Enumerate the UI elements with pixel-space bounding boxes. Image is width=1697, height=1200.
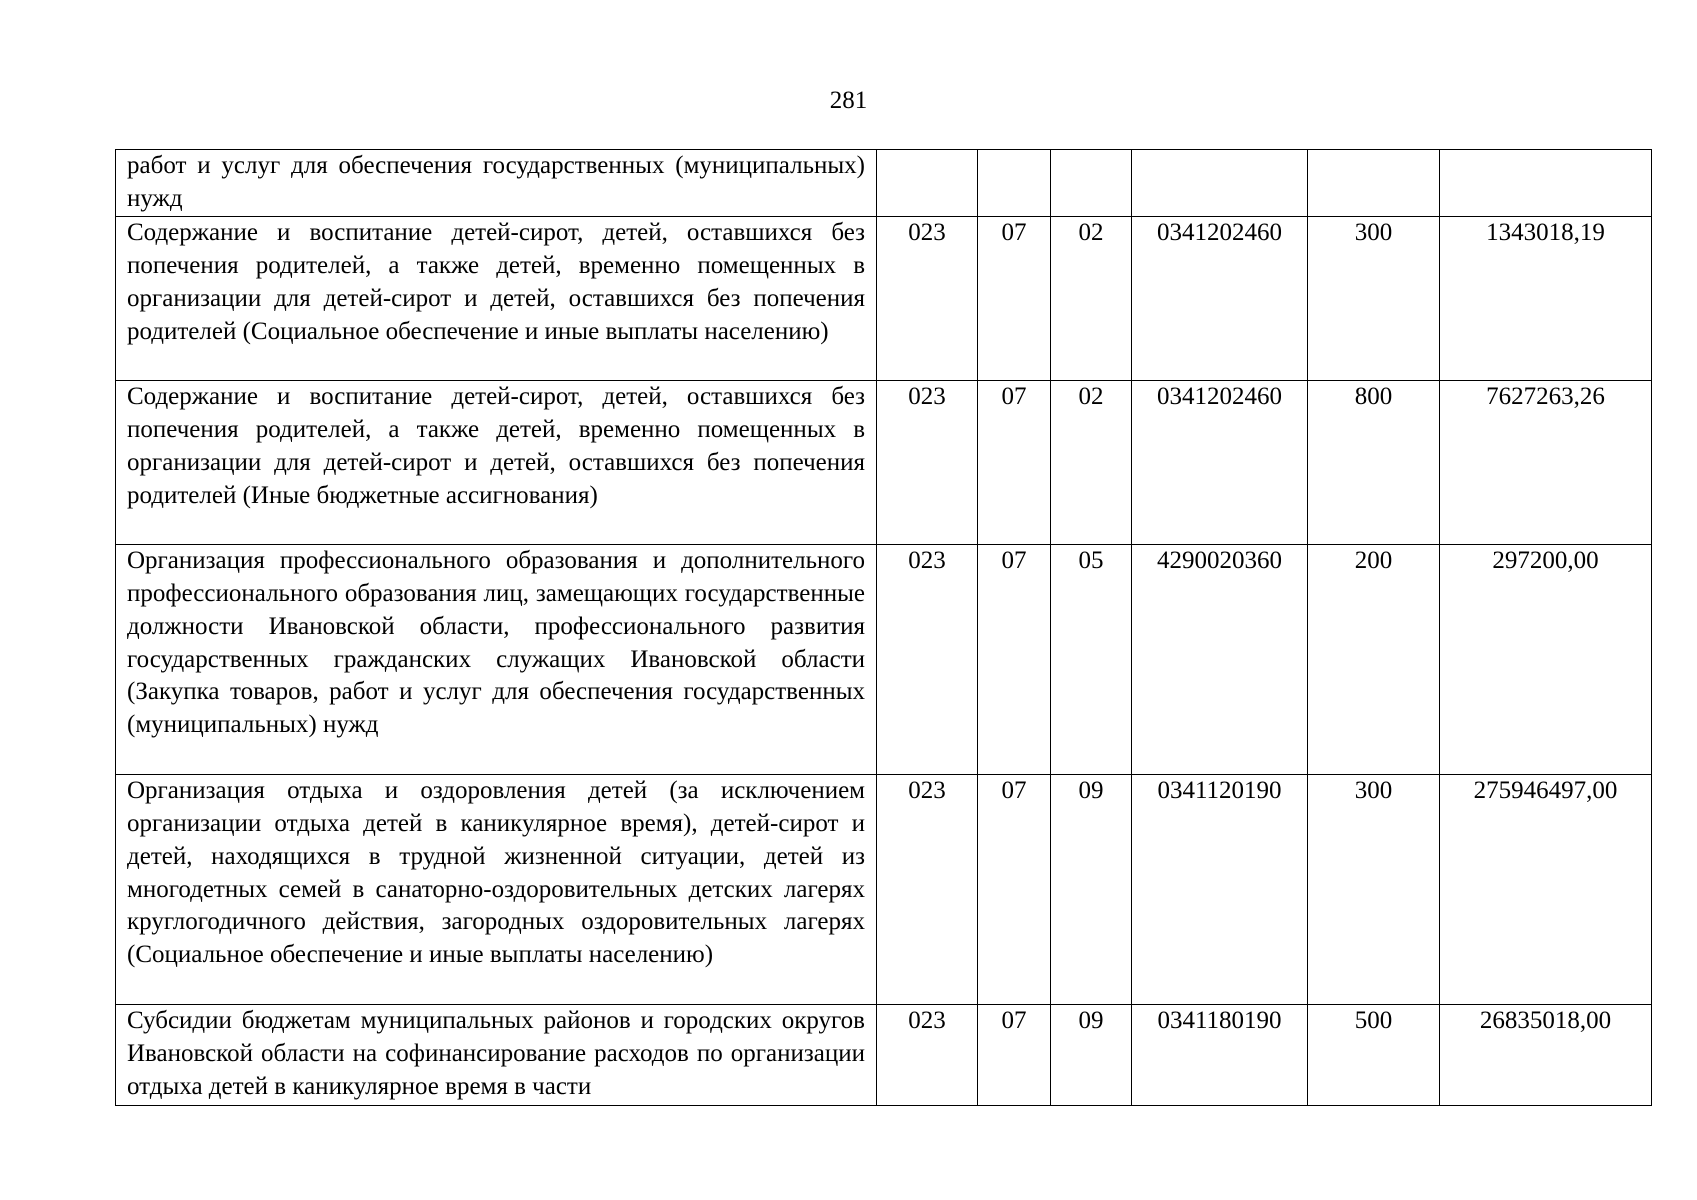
- budget-table: [115, 149, 1652, 1106]
- subsection-code-cell: 05: [1051, 545, 1132, 775]
- ministry-code-cell: 023: [877, 217, 978, 381]
- description-cell: Организация профессионального образования и дополнительного профессионального образования лиц, замещающих государственные должности Ивановской области, профессионального развития государственных гражданских служащих Ивановской области (Закупка товаров, работ и услуг для обеспечения государственных (муниципальных) нужд: [116, 545, 877, 775]
- target-article-cell: 4290020360: [1132, 545, 1308, 775]
- table-row: [116, 1005, 1652, 1105]
- table-row: [116, 217, 1652, 381]
- expense-type-cell: 500: [1308, 1005, 1440, 1105]
- amount-cell: 297200,00: [1440, 545, 1652, 775]
- amount-cell: 7627263,26: [1440, 381, 1652, 545]
- subsection-code-cell: 02: [1051, 381, 1132, 545]
- target-article-cell: 0341120190: [1132, 775, 1308, 1005]
- section-code-cell: 07: [978, 1005, 1051, 1105]
- ministry-code-cell: 023: [877, 545, 978, 775]
- ministry-code-cell: 023: [877, 1005, 978, 1105]
- target-article-cell: [1132, 150, 1308, 217]
- subsection-code-cell: 09: [1051, 1005, 1132, 1105]
- table-row: [116, 381, 1652, 545]
- amount-cell: 275946497,00: [1440, 775, 1652, 1005]
- ministry-code-cell: [877, 150, 978, 217]
- subsection-code-cell: 02: [1051, 217, 1132, 381]
- target-article-cell: 0341180190: [1132, 1005, 1308, 1105]
- section-code-cell: 07: [978, 545, 1051, 775]
- description-cell: работ и услуг для обеспечения государственных (муниципальных) нужд: [116, 150, 877, 217]
- amount-cell: [1440, 150, 1652, 217]
- target-article-cell: 0341202460: [1132, 381, 1308, 545]
- expense-type-cell: 800: [1308, 381, 1440, 545]
- expense-type-cell: 200: [1308, 545, 1440, 775]
- description-cell: Организация отдыха и оздоровления детей (за исключением организации отдыха детей в каникулярное время), детей-сирот и детей, находящихся в трудной жизненной ситуации, детей из многодетных семей в санаторно-оздоровительных детских лагерях круглогодичного действия, загородных оздоровительных лагерях (Социальное обеспечение и иные выплаты населению): [116, 775, 877, 1005]
- target-article-cell: 0341202460: [1132, 217, 1308, 381]
- section-code-cell: 07: [978, 775, 1051, 1005]
- page-number: 281: [829, 87, 868, 114]
- subsection-code-cell: 09: [1051, 775, 1132, 1005]
- section-code-cell: 07: [978, 381, 1051, 545]
- table-row: [116, 545, 1652, 775]
- ministry-code-cell: 023: [877, 775, 978, 1005]
- expense-type-cell: [1308, 150, 1440, 217]
- table-row: [116, 150, 1652, 217]
- description-cell: Содержание и воспитание детей-сирот, детей, оставшихся без попечения родителей, а также детей, временно помещенных в организации для детей-сирот и детей, оставшихся без попечения родителей (Иные бюджетные ассигнования): [116, 381, 877, 545]
- amount-cell: 26835018,00: [1440, 1005, 1652, 1105]
- amount-cell: 1343018,19: [1440, 217, 1652, 381]
- description-cell: Содержание и воспитание детей-сирот, детей, оставшихся без попечения родителей, а также детей, временно помещенных в организации для детей-сирот и детей, оставшихся без попечения родителей (Социальное обеспечение и иные выплаты населению): [116, 217, 877, 381]
- description-cell: Субсидии бюджетам муниципальных районов и городских округов Ивановской области на софинансирование расходов по организации отдыха детей в каникулярное время в части: [116, 1005, 877, 1105]
- table-row: [116, 775, 1652, 1005]
- expense-type-cell: 300: [1308, 217, 1440, 381]
- ministry-code-cell: 023: [877, 381, 978, 545]
- expense-type-cell: 300: [1308, 775, 1440, 1005]
- section-code-cell: 07: [978, 217, 1051, 381]
- subsection-code-cell: [1051, 150, 1132, 217]
- section-code-cell: [978, 150, 1051, 217]
